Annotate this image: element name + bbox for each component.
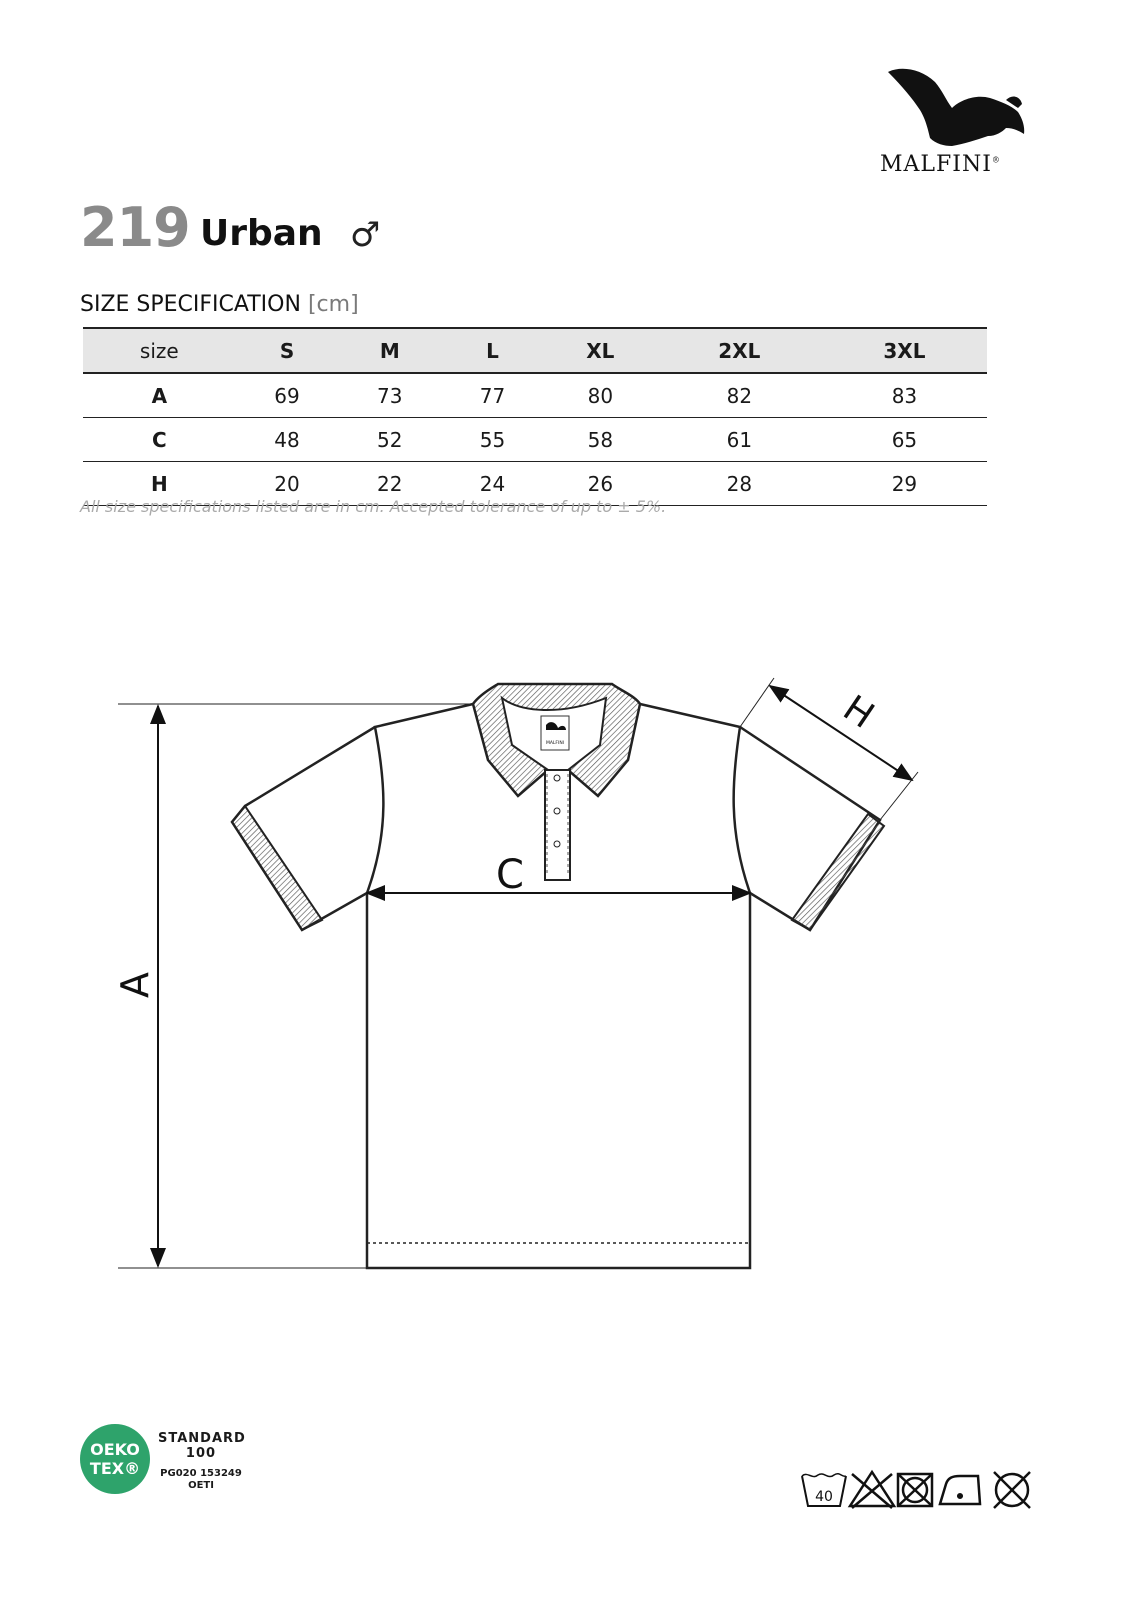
oeko-line2: TEX®	[89, 1459, 141, 1478]
oeko-tex-badge	[80, 1424, 150, 1494]
cert-number: PG020 153249	[160, 1468, 242, 1479]
column-header: size	[83, 328, 236, 373]
column-header: 3XL	[822, 328, 987, 373]
oeko-standard-label	[158, 1431, 244, 1461]
table-row	[83, 373, 987, 418]
column-header: S	[236, 328, 339, 373]
column-header: XL	[544, 328, 657, 373]
table-cell: 82	[657, 373, 822, 418]
neck-tag-text: MALFINI	[545, 741, 565, 746]
row-label: A	[83, 373, 236, 418]
column-header: 2XL	[657, 328, 822, 373]
measure-a	[113, 704, 473, 1268]
standard-line1: STANDARD	[158, 1431, 246, 1446]
table-cell: 28	[657, 462, 822, 506]
row-label: C	[83, 418, 236, 462]
table-cell: 58	[544, 418, 657, 462]
table-cell: 20	[236, 462, 339, 506]
table-cell: 69	[236, 373, 339, 418]
measure-h	[740, 678, 918, 820]
label-a: A	[113, 972, 157, 998]
column-header: L	[441, 328, 544, 373]
table-cell: 22	[338, 462, 441, 506]
iron-low-icon	[940, 1476, 980, 1504]
model-number: 219	[80, 196, 190, 259]
left-cuff	[232, 806, 322, 930]
label-c: C	[496, 852, 524, 898]
no-bleach-icon	[850, 1472, 894, 1508]
label-h: H	[835, 687, 882, 738]
table-cell: 26	[544, 462, 657, 506]
table-cell: 52	[338, 418, 441, 462]
oeko-line1: OEKO	[90, 1440, 140, 1459]
table-cell: 55	[441, 418, 544, 462]
polo-shirt-icon	[0, 640, 1131, 1300]
placket	[545, 770, 570, 880]
table-cell: 24	[441, 462, 544, 506]
table-cell: 29	[822, 462, 987, 506]
table-cell: 65	[822, 418, 987, 462]
cert-body: OETI	[188, 1480, 214, 1491]
table-cell: 80	[544, 373, 657, 418]
size-spec-heading: SIZE SPECIFICATION [cm]	[80, 292, 359, 317]
size-table	[83, 327, 987, 506]
table-row	[83, 418, 987, 462]
tolerance-note: All size specifications listed are in cm. Accepted tolerance of up to ± 5%.	[80, 497, 667, 516]
table-cell: 73	[338, 373, 441, 418]
no-tumble-dry-icon	[898, 1474, 932, 1506]
male-icon: ♂	[350, 215, 381, 255]
table-header-row	[83, 328, 987, 373]
model-name: Urban	[200, 213, 323, 254]
unit-label: [cm]	[307, 292, 359, 317]
row-label: H	[83, 462, 236, 506]
column-header: M	[338, 328, 441, 373]
right-cuff	[792, 814, 884, 930]
standard-line2: 100	[185, 1446, 217, 1461]
table-cell: 77	[441, 373, 544, 418]
wash-40-icon	[802, 1474, 846, 1506]
table-cell: 83	[822, 373, 987, 418]
oeko-cert-number	[158, 1468, 244, 1492]
wash-temp: 40	[815, 1489, 833, 1505]
table-cell: 61	[657, 418, 822, 462]
eagle-icon	[880, 60, 1040, 160]
no-dry-clean-icon	[994, 1472, 1030, 1508]
table-cell: 48	[236, 418, 339, 462]
brand-name: MALFINI®	[880, 152, 1001, 177]
care-icons	[800, 1468, 1035, 1512]
